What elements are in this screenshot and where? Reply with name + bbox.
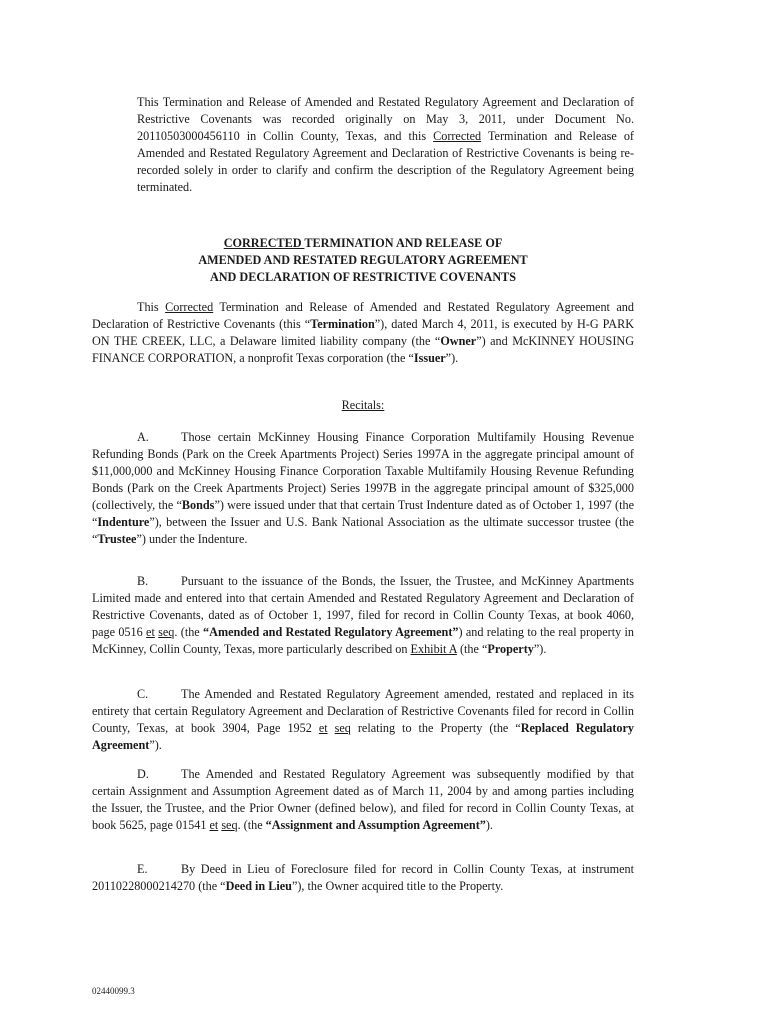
corrected-word: Corrected <box>433 129 482 143</box>
defined-term-property: Property <box>487 642 534 656</box>
recital-text: . (the <box>237 818 266 832</box>
exhibit-a-reference: Exhibit A <box>410 642 457 656</box>
intro-text: This <box>137 300 166 314</box>
title-line-1-rest: TERMINATION AND RELEASE OF <box>304 236 503 250</box>
defined-term-termination: Termination <box>310 317 375 331</box>
et-term: et <box>209 818 219 832</box>
intro-corrected: Corrected <box>165 300 214 314</box>
defined-term-owner: Owner <box>440 334 477 348</box>
seq-term: seq <box>158 625 175 639</box>
defined-term-issuer: Issuer <box>413 351 446 365</box>
recital-text: The Amended and Restated Regulatory Agreement was subsequently modified by that certain Assignment and Assumption Agreement dated as of March 11, 2004 by and among parties including the Issuer, the Trustee, and the Prior Owner (defined below), and filed for record in Collin County Texas, at book 5625, page 01541 <box>92 767 634 832</box>
defined-term-bonds: Bonds <box>181 498 215 512</box>
recital-a <box>92 429 634 548</box>
recital-text: Pursuant to the issuance of the Bonds, the Issuer, the Trustee, and McKinney Apartments Limited made and entered into that certain Amended and Restated Regulatory Agreement and Declaration of Restrictive Covenants, dated as of October 1, 1997, filed for record in Collin County Texas, at book 4060, page 0516 <box>92 574 634 639</box>
recital-letter: E. <box>137 862 148 876</box>
seq-term: seq <box>221 818 238 832</box>
note-text-end: Termination and Release of Amended and Restated Regulatory Agreement and Declaration of Restrictive Covenants is being re-recorded solely in order to clarify and confirm the description of the Regulatory Agreement being terminated. <box>137 129 634 194</box>
recital-text: ”) were issued under that that certain Trust Indenture dated as of October 1, 1997 (the “ <box>92 498 634 529</box>
recital-text: ”), between the Issuer and U.S. Bank National Association as the ultimate successor trustee (the “ <box>92 515 634 546</box>
recital-text: By Deed in Lieu of Foreclosure filed for record in Collin County Texas, at instrument 20110228000214270 (the “ <box>92 862 634 893</box>
intro-text: ”) and McKINNEY HOUSING FINANCE CORPORATION, a nonprofit Texas corporation (the “ <box>92 334 634 365</box>
title-line-2: AMENDED AND RESTATED REGULATORY AGREEMENT <box>198 253 528 267</box>
title-line-3: AND DECLARATION OF RESTRICTIVE COVENANTS <box>209 270 517 284</box>
recital-letter: A. <box>137 430 149 444</box>
recital-letter: C. <box>137 687 149 701</box>
recital-text: ”) under the Indenture. <box>136 532 248 546</box>
recital-text: . (the <box>174 625 204 639</box>
et-term: et <box>146 625 155 639</box>
recital-letter: D. <box>137 767 149 781</box>
intro-paragraph <box>92 299 634 367</box>
recital-text: ) and relating to the real property in McKinney, Collin County, Texas, more particularly described on <box>92 625 635 656</box>
recital-text: ”), the Owner acquired title to the Property. <box>291 879 504 893</box>
et-term: et <box>318 721 328 735</box>
recital-c <box>92 686 634 754</box>
rerecording-note <box>137 94 634 196</box>
space <box>328 721 335 735</box>
title-line-1 <box>92 235 634 252</box>
recital-text: ). <box>485 818 493 832</box>
defined-term-trustee: Trustee <box>97 532 137 546</box>
document-title <box>92 235 634 286</box>
document-number-footer: 02440099.3 <box>92 986 135 996</box>
recital-text: ”). <box>149 738 162 752</box>
intro-text: ”), dated March 4, 2011, is executed by H-G PARK ON THE CREEK, LLC, a Delaware limited liability company (the “ <box>92 317 634 348</box>
recital-d <box>92 766 634 834</box>
recitals-heading: Recitals: <box>341 398 385 412</box>
defined-term-amended-agreement: “Amended and Restated Regulatory Agreement” <box>203 625 459 639</box>
defined-term-assignment-agreement: “Assignment and Assumption Agreement” <box>265 818 486 832</box>
defined-term-replaced-agreement: Replaced Regulatory Agreement <box>92 721 634 752</box>
seq-term: seq <box>334 721 351 735</box>
recital-e <box>92 861 634 895</box>
title-corrected: CORRECTED <box>223 236 305 250</box>
recital-text: ”). <box>533 642 547 656</box>
defined-term-deed-in-lieu: Deed in Lieu <box>225 879 292 893</box>
recital-text: The Amended and Restated Regulatory Agreement amended, restated and replaced in its entirety that certain Regulatory Agreement and Declaration of Restrictive Covenants filed for record in Collin County, Texas, at book 3904, Page 1952 <box>92 687 634 735</box>
recital-b <box>92 573 634 658</box>
intro-text: Termination and Release of Amended and Restated Regulatory Agreement and Declaration of Restrictive Covenants (this “ <box>92 300 634 331</box>
recital-text: (the “ <box>456 642 488 656</box>
recital-letter: B. <box>137 574 149 588</box>
note-text: This Termination and Release of Amended and Restated Regulatory Agreement and Declaration of Restrictive Covenants was recorded originally on May 3, 2011, under Document No. 20110503000456110 in Collin County, Texas, and this <box>137 95 634 143</box>
recital-text: Those certain McKinney Housing Finance Corporation Multifamily Housing Revenue Refunding Bonds (Park on the Creek Apartments Project) Series 1997A in the aggregate principal amount of $11,000,000 and McKinney Housing Finance Corporation Taxable Multifamily Housing Revenue Refunding Bonds (Park on the Creek Apartments Project) Series 1997B in the aggregate principal amount of $325,000 (collectively, the “ <box>92 430 634 512</box>
defined-term-indenture: Indenture <box>97 515 150 529</box>
recital-text: relating to the Property (the “ <box>350 721 521 735</box>
intro-text: ”). <box>445 351 459 365</box>
